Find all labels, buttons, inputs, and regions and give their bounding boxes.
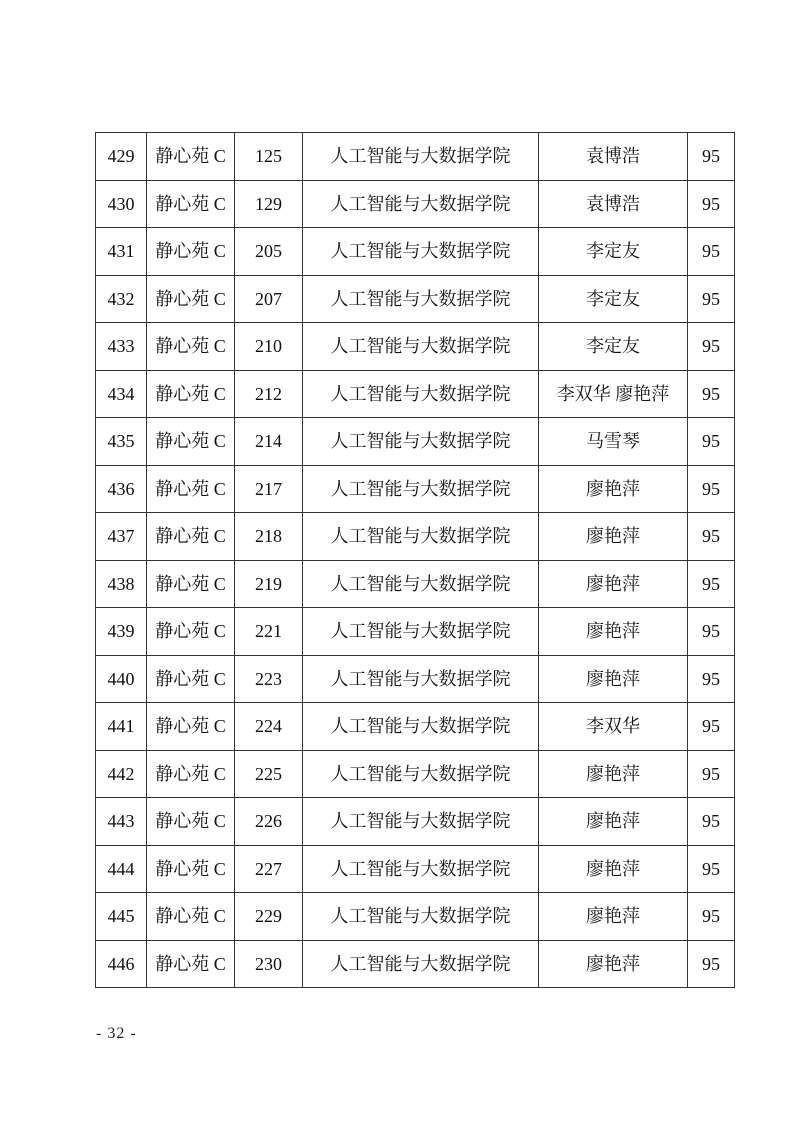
college-cell: 人工智能与大数据学院 [303,323,539,371]
room-number-cell: 219 [235,560,303,608]
tutor-cell: 廖艳萍 [539,655,688,703]
building-cell: 静心苑 C [147,703,235,751]
room-number-cell: 125 [235,133,303,181]
college-cell: 人工智能与大数据学院 [303,798,539,846]
score-cell: 95 [688,323,735,371]
dormitory-table [95,132,735,988]
room-number-cell: 212 [235,370,303,418]
tutor-cell: 李定友 [539,323,688,371]
building-cell: 静心苑 C [147,513,235,561]
table-row [96,275,735,323]
table-row [96,228,735,276]
tutor-cell: 廖艳萍 [539,750,688,798]
tutor-cell: 廖艳萍 [539,608,688,656]
building-cell: 静心苑 C [147,465,235,513]
building-cell: 静心苑 C [147,180,235,228]
building-cell: 静心苑 C [147,893,235,941]
score-cell: 95 [688,133,735,181]
college-cell: 人工智能与大数据学院 [303,133,539,181]
college-cell: 人工智能与大数据学院 [303,893,539,941]
college-cell: 人工智能与大数据学院 [303,465,539,513]
tutor-cell: 廖艳萍 [539,845,688,893]
row-index-cell: 438 [96,560,147,608]
row-index-cell: 433 [96,323,147,371]
tutor-cell: 袁博浩 [539,180,688,228]
building-cell: 静心苑 C [147,275,235,323]
building-cell: 静心苑 C [147,560,235,608]
row-index-cell: 429 [96,133,147,181]
row-index-cell: 435 [96,418,147,466]
room-number-cell: 207 [235,275,303,323]
table-row [96,180,735,228]
score-cell: 95 [688,798,735,846]
room-number-cell: 226 [235,798,303,846]
college-cell: 人工智能与大数据学院 [303,370,539,418]
score-cell: 95 [688,750,735,798]
page-number: - 32 - [96,1025,137,1042]
row-index-cell: 432 [96,275,147,323]
room-number-cell: 225 [235,750,303,798]
row-index-cell: 445 [96,893,147,941]
room-number-cell: 223 [235,655,303,703]
row-index-cell: 443 [96,798,147,846]
score-cell: 95 [688,513,735,561]
college-cell: 人工智能与大数据学院 [303,655,539,703]
college-cell: 人工智能与大数据学院 [303,275,539,323]
score-cell: 95 [688,370,735,418]
table-row [96,703,735,751]
tutor-cell: 廖艳萍 [539,560,688,608]
tutor-cell: 李定友 [539,275,688,323]
building-cell: 静心苑 C [147,750,235,798]
room-number-cell: 210 [235,323,303,371]
row-index-cell: 446 [96,940,147,988]
score-cell: 95 [688,180,735,228]
score-cell: 95 [688,608,735,656]
building-cell: 静心苑 C [147,798,235,846]
table-row [96,845,735,893]
table-row [96,893,735,941]
room-number-cell: 224 [235,703,303,751]
building-cell: 静心苑 C [147,418,235,466]
table-row [96,323,735,371]
college-cell: 人工智能与大数据学院 [303,513,539,561]
table-row [96,750,735,798]
score-cell: 95 [688,893,735,941]
row-index-cell: 442 [96,750,147,798]
score-cell: 95 [688,703,735,751]
tutor-cell: 马雪琴 [539,418,688,466]
table-row [96,940,735,988]
table-row [96,465,735,513]
row-index-cell: 437 [96,513,147,561]
college-cell: 人工智能与大数据学院 [303,180,539,228]
tutor-cell: 李双华 [539,703,688,751]
row-index-cell: 436 [96,465,147,513]
building-cell: 静心苑 C [147,940,235,988]
room-number-cell: 229 [235,893,303,941]
table-row [96,560,735,608]
row-index-cell: 440 [96,655,147,703]
building-cell: 静心苑 C [147,133,235,181]
college-cell: 人工智能与大数据学院 [303,418,539,466]
building-cell: 静心苑 C [147,370,235,418]
table-row [96,133,735,181]
tutor-cell: 李双华 廖艳萍 [539,370,688,418]
table-row [96,608,735,656]
row-index-cell: 434 [96,370,147,418]
tutor-cell: 廖艳萍 [539,513,688,561]
college-cell: 人工智能与大数据学院 [303,703,539,751]
tutor-cell: 廖艳萍 [539,798,688,846]
room-number-cell: 205 [235,228,303,276]
score-cell: 95 [688,940,735,988]
room-number-cell: 227 [235,845,303,893]
building-cell: 静心苑 C [147,228,235,276]
room-number-cell: 217 [235,465,303,513]
row-index-cell: 441 [96,703,147,751]
building-cell: 静心苑 C [147,655,235,703]
score-cell: 95 [688,655,735,703]
building-cell: 静心苑 C [147,608,235,656]
table-row [96,655,735,703]
college-cell: 人工智能与大数据学院 [303,608,539,656]
college-cell: 人工智能与大数据学院 [303,560,539,608]
table-row [96,513,735,561]
room-number-cell: 129 [235,180,303,228]
room-number-cell: 221 [235,608,303,656]
score-cell: 95 [688,418,735,466]
score-cell: 95 [688,275,735,323]
building-cell: 静心苑 C [147,845,235,893]
tutor-cell: 廖艳萍 [539,940,688,988]
room-number-cell: 214 [235,418,303,466]
score-cell: 95 [688,465,735,513]
tutor-cell: 李定友 [539,228,688,276]
table-row [96,798,735,846]
row-index-cell: 444 [96,845,147,893]
college-cell: 人工智能与大数据学院 [303,845,539,893]
row-index-cell: 439 [96,608,147,656]
room-number-cell: 218 [235,513,303,561]
college-cell: 人工智能与大数据学院 [303,228,539,276]
table-row [96,370,735,418]
score-cell: 95 [688,228,735,276]
college-cell: 人工智能与大数据学院 [303,940,539,988]
row-index-cell: 431 [96,228,147,276]
tutor-cell: 廖艳萍 [539,465,688,513]
tutor-cell: 袁博浩 [539,133,688,181]
table-body [96,133,735,988]
score-cell: 95 [688,845,735,893]
score-cell: 95 [688,560,735,608]
tutor-cell: 廖艳萍 [539,893,688,941]
building-cell: 静心苑 C [147,323,235,371]
room-number-cell: 230 [235,940,303,988]
college-cell: 人工智能与大数据学院 [303,750,539,798]
table-row [96,418,735,466]
row-index-cell: 430 [96,180,147,228]
